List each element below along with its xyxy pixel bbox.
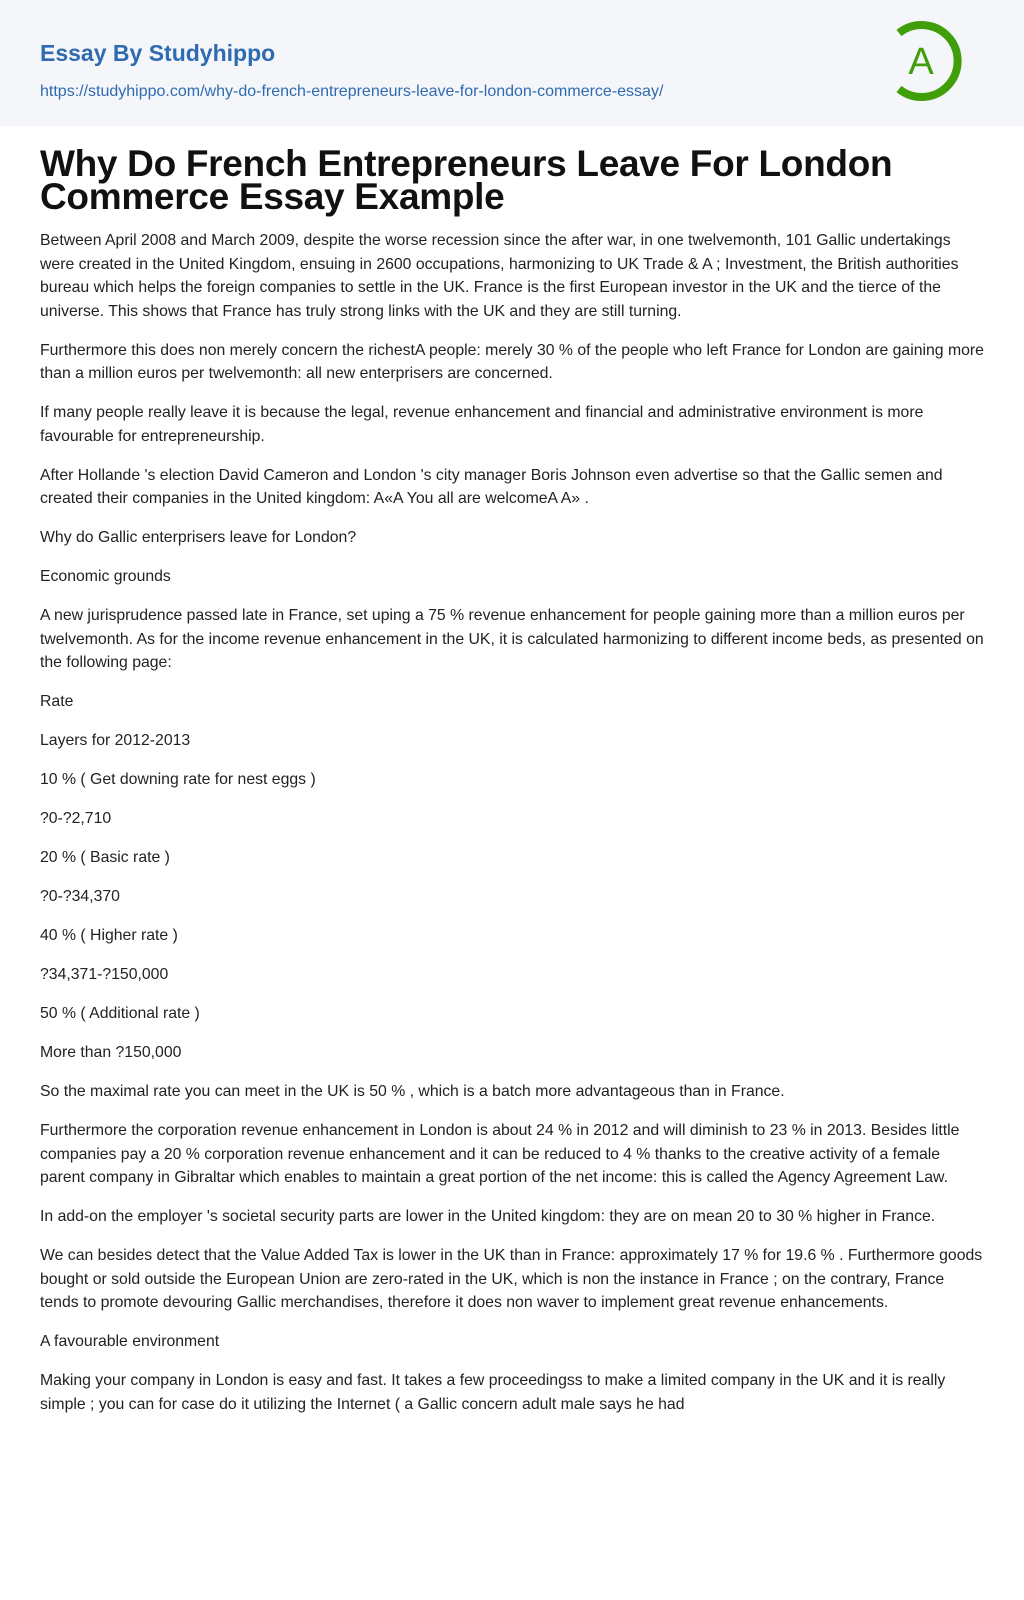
- brand-title[interactable]: Essay By Studyhippo: [40, 40, 276, 66]
- article-paragraph: 10 % ( Get downing rate for nest eggs ): [40, 771, 316, 788]
- article-paragraph: More than ?150,000: [40, 1044, 182, 1061]
- article-paragraph: 50 % ( Additional rate ): [40, 1005, 200, 1022]
- article-paragraph: Making your company in London is easy and fast. It takes a few proceedingss to make a limited company in the UK and it is really simple ; you can for case do it utilizing the Internet ( a Gallic concern adult male says he had: [40, 1372, 946, 1413]
- svg-text:A: A: [908, 41, 934, 83]
- source-url-link[interactable]: https://studyhippo.com/why-do-french-entrepreneurs-leave-for-london-commerce-essay/: [40, 83, 664, 100]
- article-paragraph: If many people really leave it is because the legal, revenue enhancement and financial and administrative environment is more favourable for entrepreneurship.: [40, 404, 924, 445]
- studyhippo-logo-icon[interactable]: [893, 19, 965, 103]
- article-paragraph: 40 % ( Higher rate ): [40, 927, 178, 944]
- article-paragraph: ?34,371-?150,000: [40, 966, 169, 983]
- article-paragraph: In add-on the employer 's societal security parts are lower in the United kingdom: they are on mean 20 to 30 % higher in France.: [40, 1208, 936, 1225]
- article-paragraph: Layers for 2012-2013: [40, 732, 191, 749]
- article: [0, 126, 1024, 1416]
- article-paragraph: Furthermore this does non merely concern the richestA people: merely 30 % of the people who left France for London are gaining more than a million euros per twelvemonth: all new enterprisers are concerned.: [40, 341, 984, 382]
- article-body: [40, 229, 984, 1416]
- article-paragraph: A new jurisprudence passed late in France, set uping a 75 % revenue enhancement for people gaining more than a million euros per twelvemonth. As for the income revenue enhancement in the UK, it is calculated harmonizing to different income beds, as presented on the following page:: [40, 607, 984, 671]
- article-paragraph: We can besides detect that the Value Added Tax is lower in the UK than in France: approximately 17 % for 19.6 % . Furthermore goods bought or sold outside the European Union are zero-rated in the UK, which is non the instance in France ; on the contrary, France tends to promote devouring Gallic merchandises, therefore it does non waver to implement great revenue enhancements.: [40, 1247, 983, 1311]
- article-paragraph: A favourable environment: [40, 1333, 220, 1350]
- article-paragraph: ?0-?34,370: [40, 888, 120, 905]
- article-paragraph: Economic grounds: [40, 568, 171, 585]
- article-paragraph: Why do Gallic enterprisers leave for London?: [40, 529, 357, 546]
- article-paragraph: So the maximal rate you can meet in the UK is 50 % , which is a batch more advantageous than in France.: [40, 1083, 785, 1100]
- article-paragraph: Rate: [40, 693, 74, 710]
- site-header: [0, 0, 1024, 126]
- article-paragraph: After Hollande 's election David Cameron and London 's city manager Boris Johnson even advertise so that the Gallic semen and created their companies in the United kingdom: A«A You all are welcomeA A» .: [40, 466, 943, 507]
- article-paragraph: Furthermore the corporation revenue enhancement in London is about 24 % in 2012 and will diminish to 23 % in 2013. Besides little companies pay a 20 % corporation revenue enhancement and it can be reduced to 4 % thanks to the creative activity of a female parent company in Gibraltar which enables to maintain a great portion of the net income: this is called the Agency Agreement Law.: [40, 1122, 960, 1186]
- article-paragraph: Between April 2008 and March 2009, despite the worse recession since the after war, in one twelvemonth, 101 Gallic undertakings were created in the United Kingdom, ensuing in 2600 occupations, harmonizing to UK Trade & A ; Investment, the British authorities bureau which helps the foreign companies to settle in the UK. France is the first European investor in the UK and the tierce of the universe. This shows that France has truly strong links with the UK and they are still turning.: [40, 232, 959, 320]
- article-paragraph: ?0-?2,710: [40, 810, 112, 827]
- article-paragraph: 20 % ( Basic rate ): [40, 849, 170, 866]
- article-title: Why Do French Entrepreneurs Leave For London Commerce Essay Example: [40, 143, 893, 217]
